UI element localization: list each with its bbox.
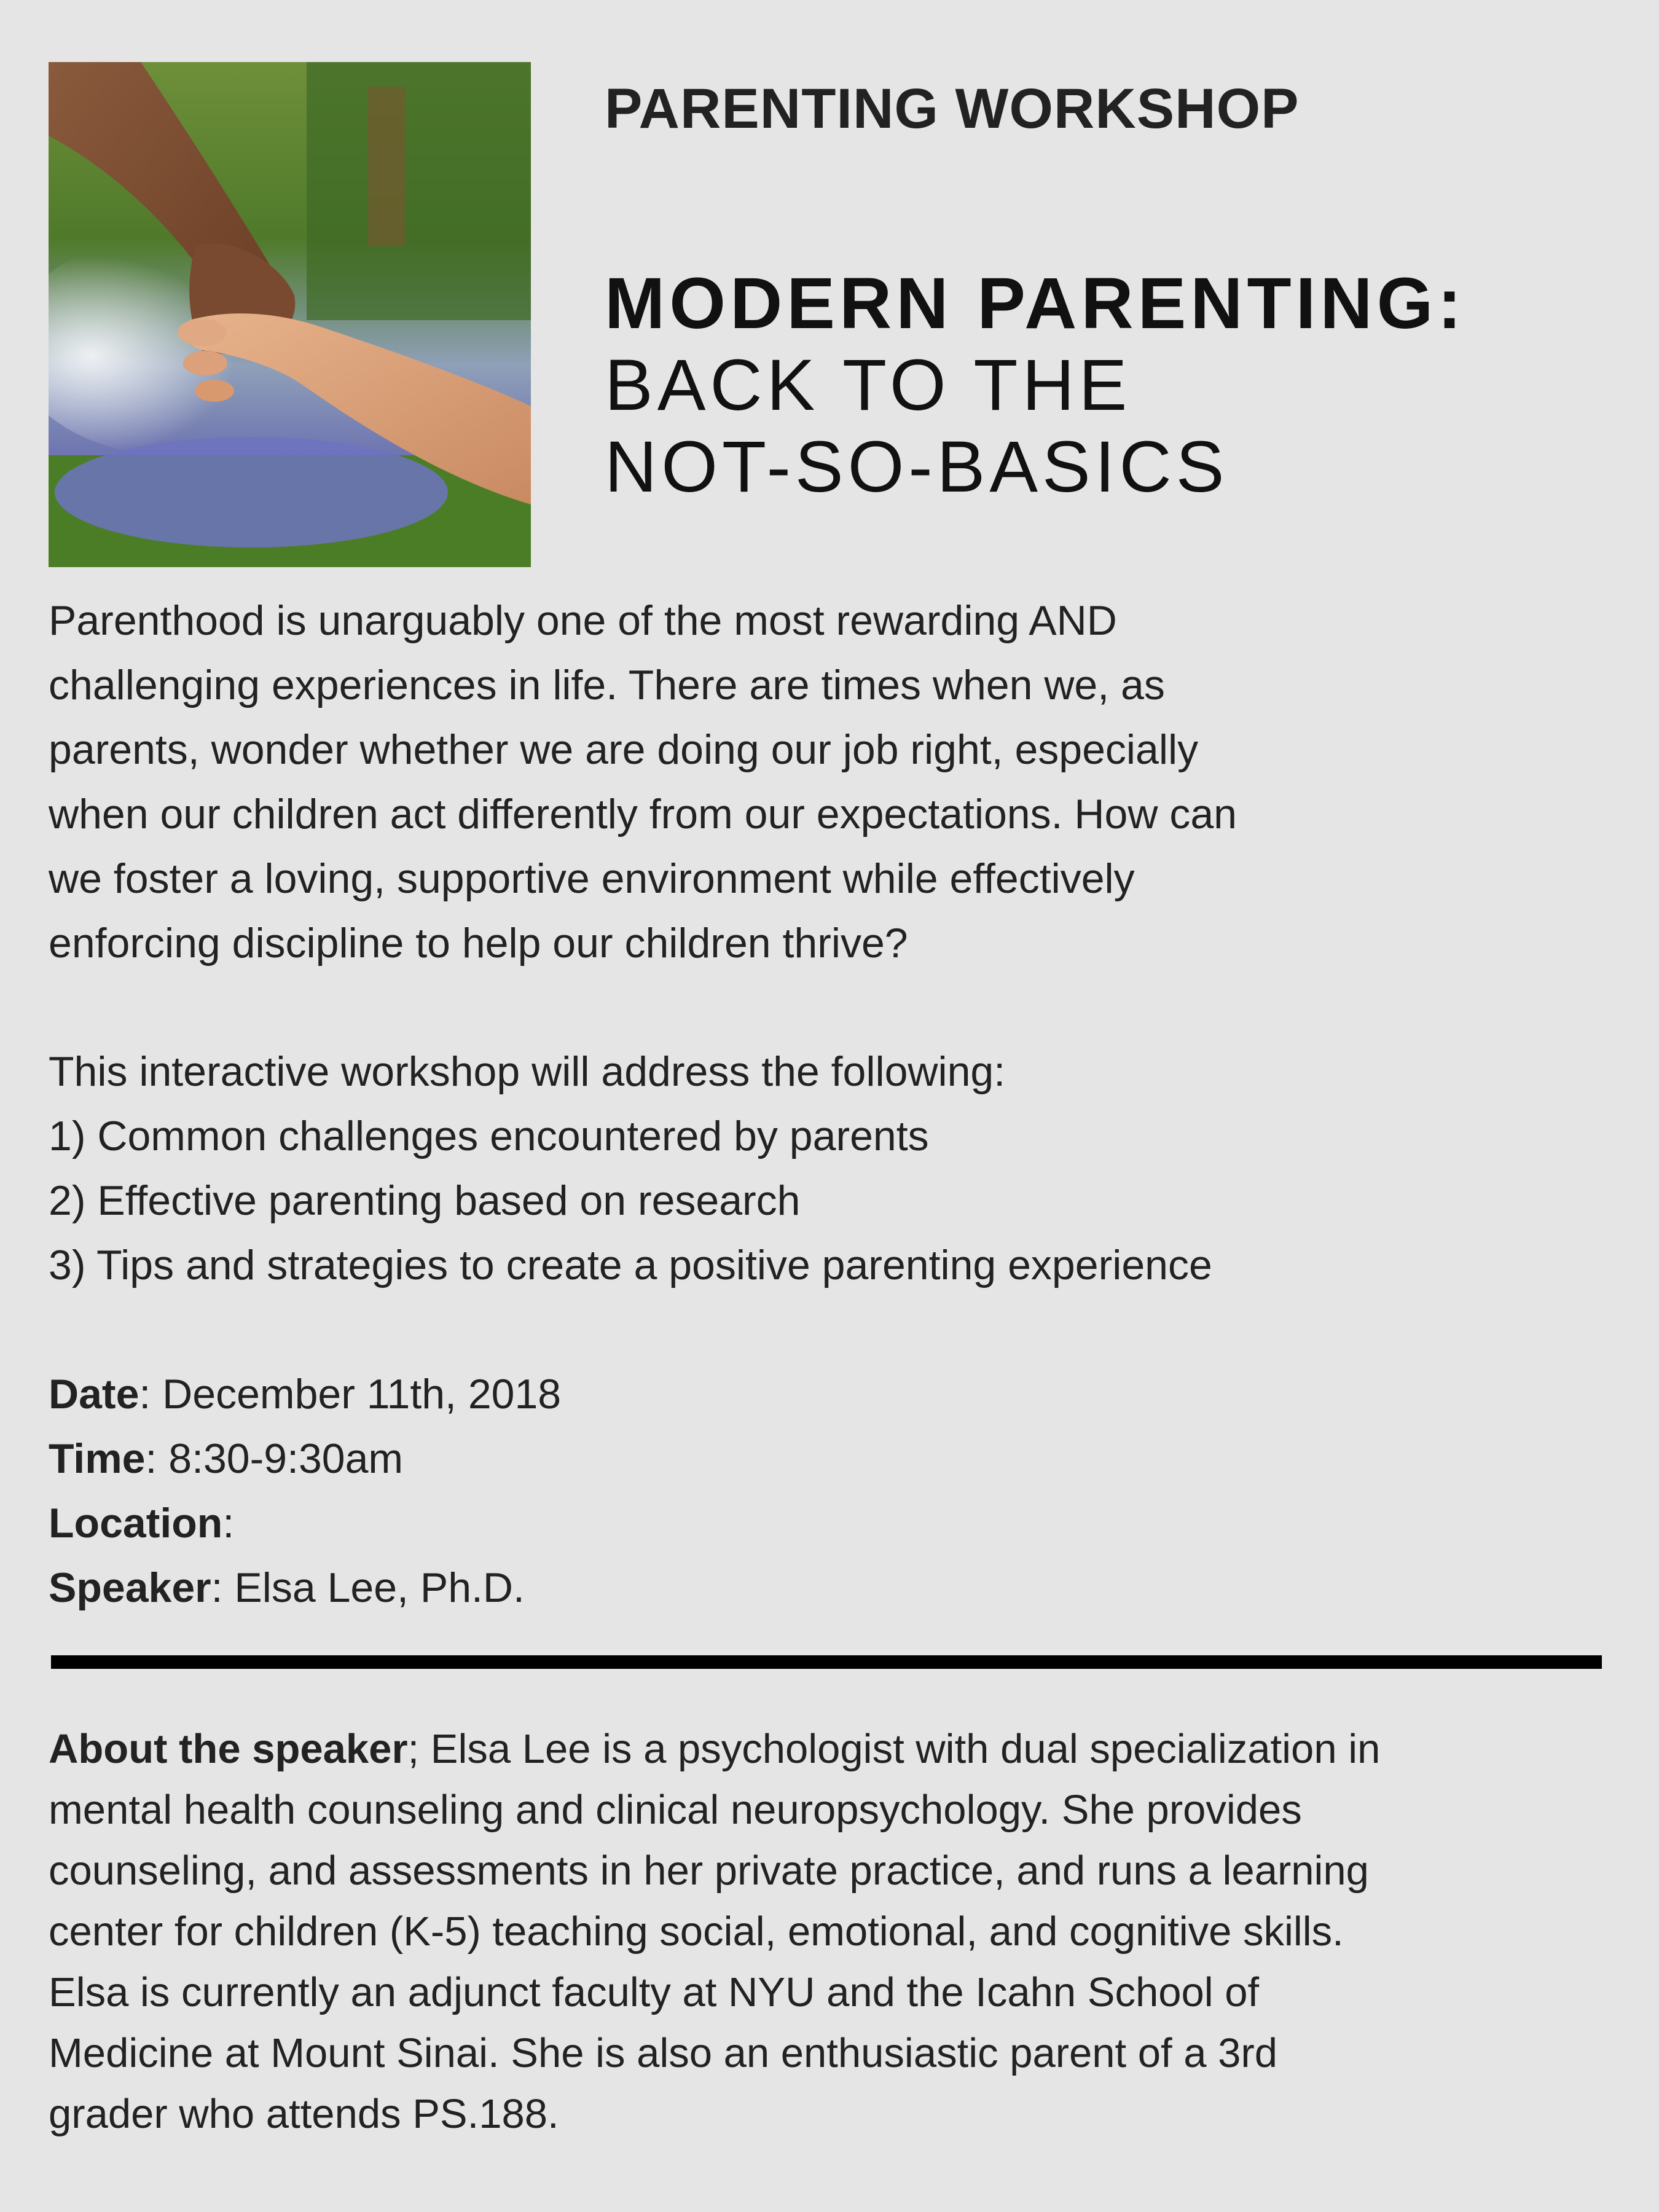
event-details	[49, 1362, 1622, 1620]
agenda-item: 2) Effective parenting based on research	[49, 1177, 801, 1224]
about-first-line: ; Elsa Lee is a psychologist with dual specialization in	[407, 1726, 1381, 1772]
agenda-list	[49, 1040, 1622, 1298]
about-speaker	[49, 1719, 1380, 2144]
time-label: Time	[49, 1435, 146, 1482]
about-line: Medicine at Mount Sinai. She is also an enthusiastic parent of a 3rd	[49, 2030, 1277, 2076]
page-title	[605, 263, 1466, 508]
time-value: : 8:30-9:30am	[145, 1435, 404, 1482]
intro-line: when our children act differently from our expectations. How can	[49, 791, 1237, 837]
about-line: counseling, and assessments in her private practice, and runs a learning	[49, 1848, 1369, 1894]
location-row	[49, 1491, 1622, 1556]
date-label: Date	[49, 1371, 139, 1418]
agenda-lead: This interactive workshop will address the following:	[49, 1048, 1006, 1095]
agenda-item: 1) Common challenges encountered by parents	[49, 1113, 929, 1159]
intro-line: Parenthood is unarguably one of the most rewarding AND	[49, 597, 1117, 644]
about-line: Elsa is currently an adjunct faculty at NYU and the Icahn School of	[49, 1969, 1260, 2015]
time-row	[49, 1427, 1622, 1491]
intro-line: challenging experiences in life. There are times when we, as	[49, 662, 1165, 708]
date-row	[49, 1362, 1622, 1427]
location-value: :	[222, 1500, 235, 1547]
workshop-kicker: PARENTING WORKSHOP	[605, 77, 1300, 140]
about-line: grader who attends PS.188.	[49, 2091, 559, 2137]
about-label: About the speaker	[49, 1726, 408, 1772]
speaker-row	[49, 1556, 1622, 1620]
intro-paragraph	[49, 589, 1622, 976]
title-line-2: BACK TO THE	[605, 345, 1132, 426]
about-line: center for children (K-5) teaching social, emotional, and cognitive skills.	[49, 1908, 1344, 1955]
about-line: mental health counseling and clinical neuropsychology. She provides	[49, 1787, 1302, 1833]
speaker-label: Speaker	[49, 1564, 211, 1611]
speaker-value: : Elsa Lee, Ph.D.	[211, 1564, 525, 1611]
title-line-3: NOT-SO-BASICS	[605, 426, 1229, 508]
intro-line: enforcing discipline to help our children thrive?	[49, 920, 908, 967]
title-line-1: MODERN PARENTING:	[605, 263, 1466, 344]
about-line	[49, 1719, 1380, 1779]
section-divider	[51, 1655, 1602, 1669]
location-label: Location	[49, 1500, 223, 1547]
date-value: : December 11th, 2018	[139, 1371, 562, 1418]
agenda-item: 3) Tips and strategies to create a positive parenting experience	[49, 1242, 1212, 1288]
intro-line: we foster a loving, supportive environment while effectively	[49, 855, 1135, 902]
parent-child-hands-photo	[49, 62, 531, 567]
hands-image	[49, 62, 531, 567]
intro-line: parents, wonder whether we are doing our job right, especially	[49, 726, 1199, 773]
